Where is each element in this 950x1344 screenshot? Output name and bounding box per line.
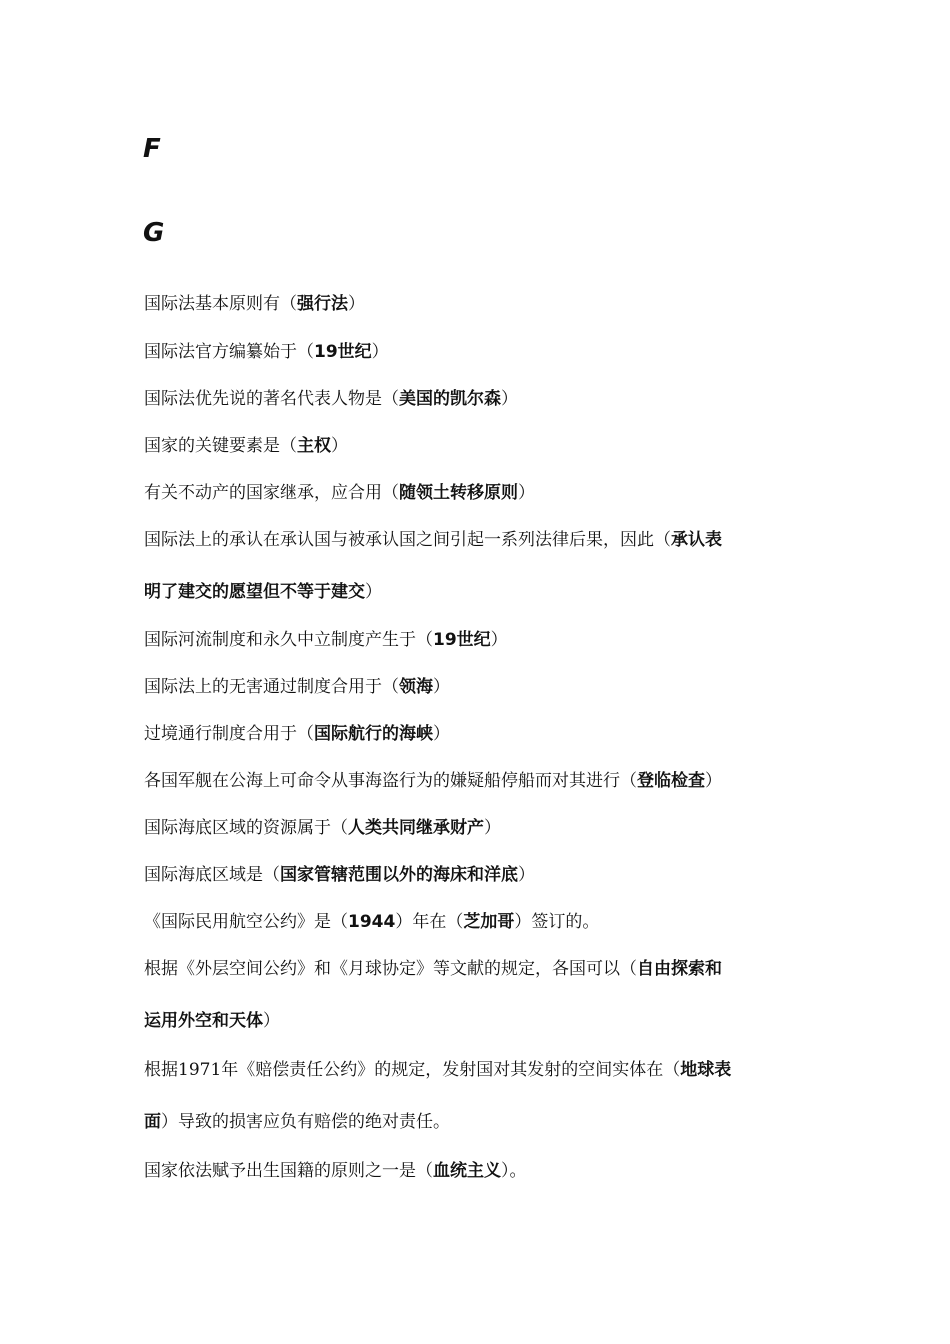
list-item: 国际河流制度和永久中立制度产生于（19世纪） [144, 630, 508, 650]
section-heading-f: F [143, 134, 161, 164]
list-item: 国际法优先说的著名代表人物是（美国的凯尔森） [144, 389, 518, 409]
list-item: 过境通行制度合用于（国际航行的海峡） [144, 724, 450, 744]
list-item: 有关不动产的国家继承，应合用（随领土转移原则） [144, 483, 535, 503]
list-item: 国际海底区域的资源属于（人类共同继承财产） [144, 818, 501, 838]
list-item: 国家的关键要素是（主权） [144, 436, 348, 456]
list-item: 根据《外层空间公约》和《月球协定》等文献的规定，各国可以（自由探索和 运用外空和天体） [144, 959, 722, 1031]
section-heading-g: G [143, 218, 165, 248]
list-item: 国际法上的无害通过制度合用于（领海） [144, 677, 450, 697]
list-item: 国际海底区域是（国家管辖范围以外的海床和洋底） [144, 865, 535, 885]
list-item: 国际法上的承认在承认国与被承认国之间引起一系列法律后果，因此（承认表 明了建交的愿望但不等于建交） [144, 530, 722, 602]
list-item: 各国军舰在公海上可命令从事海盗行为的嫌疑船停船而对其进行（登临检查） [144, 771, 722, 791]
list-item: 根据1971年《赔偿责任公约》的规定，发射国对其发射的空间实体在（地球表 面）导致的损害应负有赔偿的绝对责任。 [144, 1060, 732, 1132]
list-item: 国际法官方编纂始于（19世纪） [144, 342, 389, 362]
list-item: 国际法基本原则有（强行法） [144, 294, 365, 314]
list-item: 《国际民用航空公约》是（1944）年在（芝加哥）签订的。 [144, 912, 600, 932]
list-item: 国家依法赋予出生国籍的原则之一是（血统主义）。 [144, 1161, 527, 1181]
